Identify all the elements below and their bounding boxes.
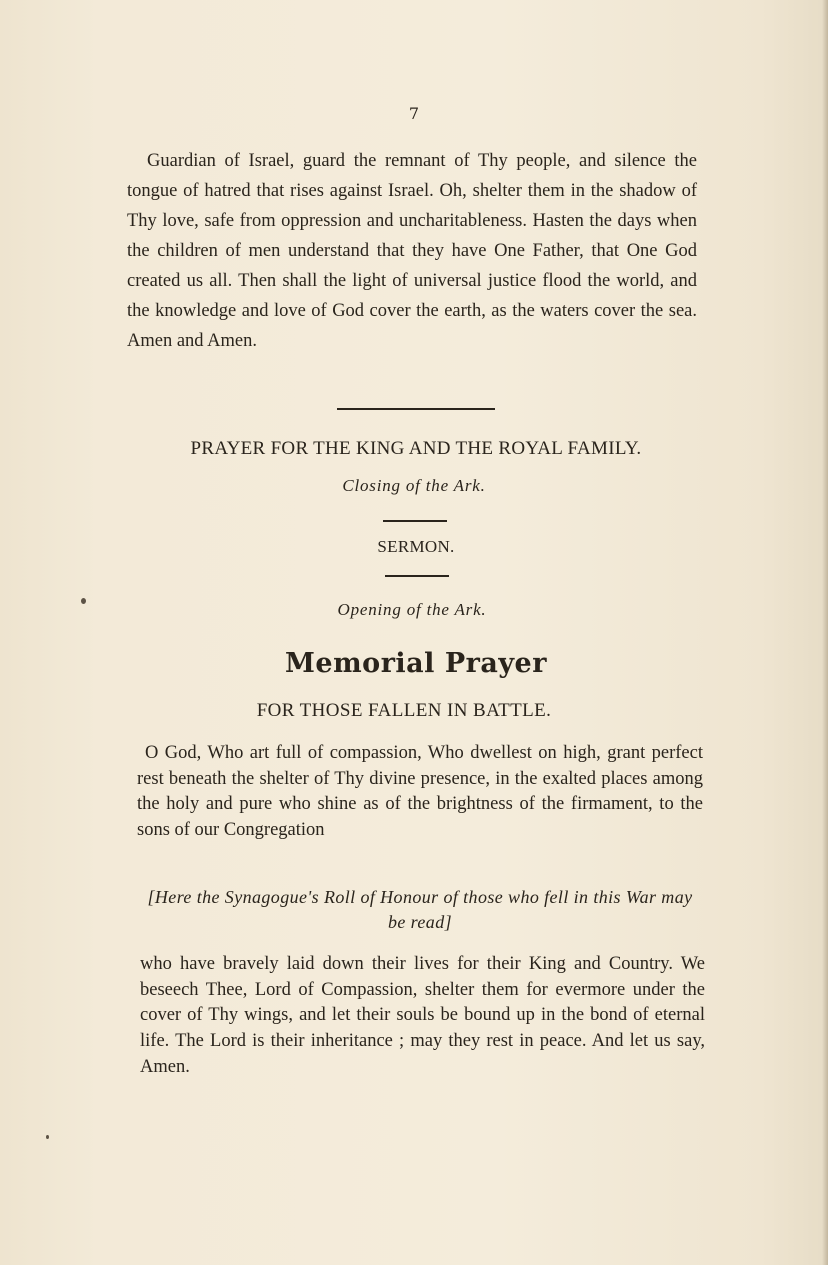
closing-paragraph: Guardian of Israel, guard the remnant of Thy people, and silence the tongue of hatred that rises against Israel. Oh, shelter them in the shadow of Thy love, safe from oppression and uncharitableness. Hasten the days when the children of men understand that they have One Father, that One God created us all. Then shall the light of universal justice flood the world, and the knowledge and love of God cover the earth, as the waters cover the sea. Amen and Amen. [127, 151, 697, 351]
paper-speck [81, 598, 86, 604]
prayer-heading: PRAYER FOR THE KING AND THE ROYAL FAMILY. [190, 438, 642, 459]
sermon-heading: SERMON. [377, 537, 455, 556]
paper-speck [46, 1135, 49, 1139]
roll-of-honour-note: [Here the Synagogue's Roll of Honour of those who fell in this War may be read] [147, 887, 693, 932]
short-divider-bottom [385, 575, 449, 577]
memorial-prayer-title: Memorial Prayer [285, 648, 547, 679]
memorial-subtitle: FOR THOSE FALLEN IN BATTLE. [256, 700, 552, 721]
memorial-paragraph: O God, Who art full of compassion, Who dwellest on high, grant perfect rest beneath the shelter of Thy divine presence, in the exalted places among the holy and pure who shine as of the brightness of the firmament, to the sons of our Congregation [137, 743, 703, 840]
section-divider [337, 408, 495, 410]
page-number: 7 [408, 104, 420, 123]
short-divider-top [383, 520, 447, 522]
page-edge-shadow [822, 0, 828, 1265]
closing-of-ark-rubric: Closing of the Ark. [342, 476, 486, 495]
opening-of-ark-rubric: Opening of the Ark. [337, 600, 487, 619]
memorial-conclusion-paragraph: who have bravely laid down their lives for their King and Country. We beseech Thee, Lord of Compassion, shelter them for evermore under the cover of Thy wings, and let their souls be bound up in the bond of eternal life. The Lord is their inheritance ; may they rest in peace. And let us say, Amen. [140, 954, 705, 1077]
